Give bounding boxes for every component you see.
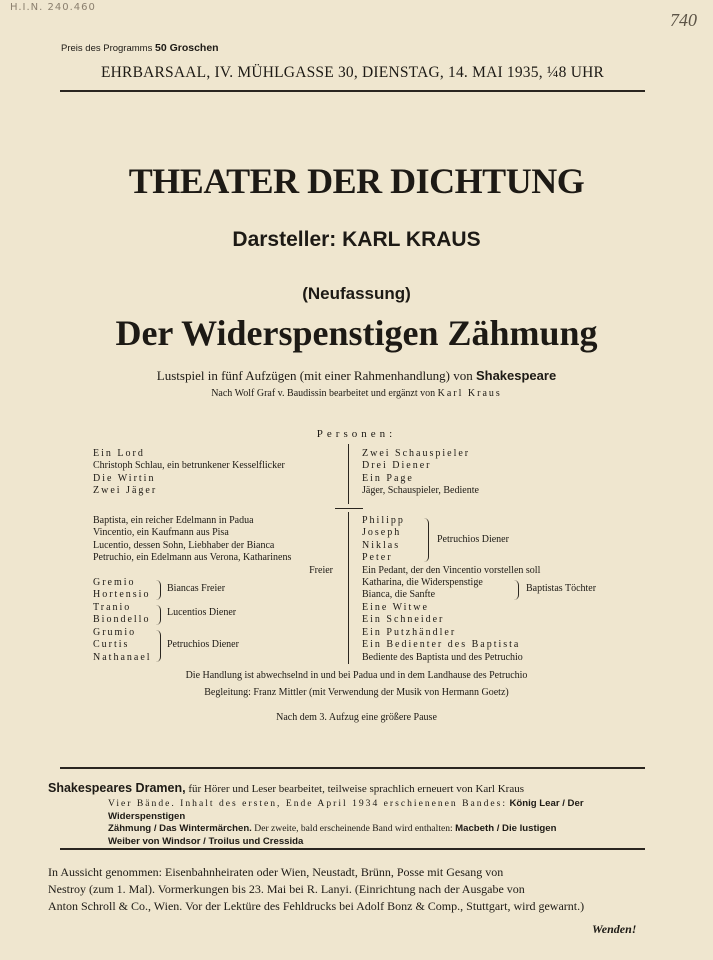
- brace: [156, 580, 161, 600]
- venue-line: EHRBARSAAL, IV. MÜHLGASSE 30, DIENSTAG, 14. MAI 1935, ¼8 UHR: [100, 64, 605, 81]
- petruchio-servants-right-names: Philipp Joseph Niklas Peter: [362, 515, 405, 564]
- brace: [156, 605, 161, 625]
- music-note: Begleitung: Franz Mittler (mit Verwendung der Musik von Hermann Goetz): [204, 687, 509, 698]
- setting-note: Die Handlung ist abwechselnd in und bei Padua und in dem Landhause des Petruchio: [185, 670, 528, 681]
- lucentio-servants-names: Tranio Biondello: [93, 602, 151, 626]
- cast-heading: Personen:: [316, 428, 397, 440]
- cast-entry: Zwei Schauspieler: [362, 448, 471, 459]
- petruchio-servants-left-names: Grumio Curtis Nathanael: [93, 627, 152, 663]
- brace: [156, 630, 161, 662]
- turn-page-note: Wenden!: [592, 922, 637, 936]
- cast-entry: Christoph Schlau, ein betrunkener Kesselflicker: [93, 460, 285, 472]
- cast-entry: Ein Page: [362, 472, 414, 484]
- cast-entry: Drei Diener: [362, 460, 432, 472]
- cast-entry: Ein Lord: [93, 448, 145, 459]
- play-title: Der Widerspenstigen Zähmung: [115, 313, 598, 353]
- archive-page-number: 740: [670, 10, 697, 30]
- petruchio-servants-right-label: Petruchios Diener: [437, 534, 509, 545]
- cast-divider-cross: [335, 508, 363, 509]
- cast-entry: Vincentio, ein Kaufmann aus Pisa: [93, 527, 229, 539]
- frame-cast-left: [93, 448, 285, 498]
- cast-entry: Jäger, Schauspieler, Bediente: [362, 485, 479, 497]
- outlook-block: In Aussicht genommen: Eisenbahnheiraten oder Wien, Neustadt, Brünn, Posse mit Gesang von Nestroy (zum 1. Mal). Vormerkungen bis 23. Mai bei R. Lanyi. (Einrichtung nach der Ausgabe von Anton Schroll & Co., Wien. Vor der Lektüre des Fehldrucks bei Adolf Bonz & Comp., Stuttgart, wird gewarnt.): [48, 865, 585, 913]
- play-subtitle: Lustspiel in fünf Aufzügen (mit einer Rahmenhandlung) von Shakespeare: [156, 368, 557, 383]
- dramen-line-1: Shakespeares Dramen, für Hörer und Leser bearbeitet, teilweise sprachlich erneuert von Karl Kraus: [48, 781, 525, 795]
- main-cast-left: [93, 515, 333, 577]
- cast-divider-top: [348, 444, 349, 504]
- cast-entry: Zwei Jäger: [93, 485, 158, 497]
- main-cast-right-rest: Eine Witwe Ein Schneider Ein Putzhändler Ein Bedienter des Baptista Bediente des Baptista und des Petruchio: [362, 602, 523, 663]
- version-line: (Neufassung): [302, 284, 411, 303]
- cast-entry: Baptista, ein reicher Edelmann in Padua: [93, 515, 254, 526]
- adaptation-line: Nach Wolf Graf v. Baudissin bearbeitet und ergänzt von Karl Kraus: [211, 388, 502, 399]
- section-rule: [60, 848, 645, 850]
- daughters-names: Katharina, die Widerspenstige Bianca, die Sanfte: [362, 577, 483, 601]
- frame-cast-right: [362, 448, 479, 498]
- performer-line: Darsteller: KARL KRAUS: [232, 228, 481, 251]
- bianca-suitors-names: Gremio Hortensio: [93, 577, 151, 601]
- archive-reference: H.I.N. 240.460: [10, 2, 96, 13]
- pause-note: Nach dem 3. Aufzug eine größere Pause: [276, 712, 437, 723]
- cast-entry: Lucentio, dessen Sohn, Liebhaber der Bianca: [93, 539, 275, 551]
- price-line: Preis des Programms 50 Groschen: [61, 42, 219, 54]
- dramen-details: Vier Bände. Inhalt des ersten, Ende April 1934 erschienenen Bandes: König Lear / Der Widerspenstigen Zähmung / Das Wintermärchen. Der zweite, bald erscheinende Band wird enthalten: Macbeth / Die lustigen Weiber von Windsor / Troilus und Cressida: [108, 798, 584, 847]
- cast-entry: Freier: [309, 564, 333, 576]
- header-rule: [60, 90, 645, 92]
- theater-title: THEATER DER DICHTUNG: [128, 161, 585, 201]
- bianca-suitors-label: Biancas Freier: [167, 583, 226, 594]
- lucentio-servants-label: Lucentios Diener: [167, 607, 237, 618]
- section-rule: [60, 767, 645, 769]
- petruchio-servants-left-label: Petruchios Diener: [167, 639, 239, 650]
- cast-divider-bottom: [348, 512, 349, 664]
- cast-entry: Die Wirtin: [93, 472, 156, 484]
- cast-entry: Petruchio, ein Edelmann aus Verona, Katharinens: [93, 552, 292, 564]
- daughters-label: Baptistas Töchter: [526, 583, 597, 594]
- cast-entry-pedant: Ein Pedant, der den Vincentio vorstellen soll: [362, 565, 541, 576]
- brace: [514, 580, 519, 600]
- brace: [424, 518, 429, 562]
